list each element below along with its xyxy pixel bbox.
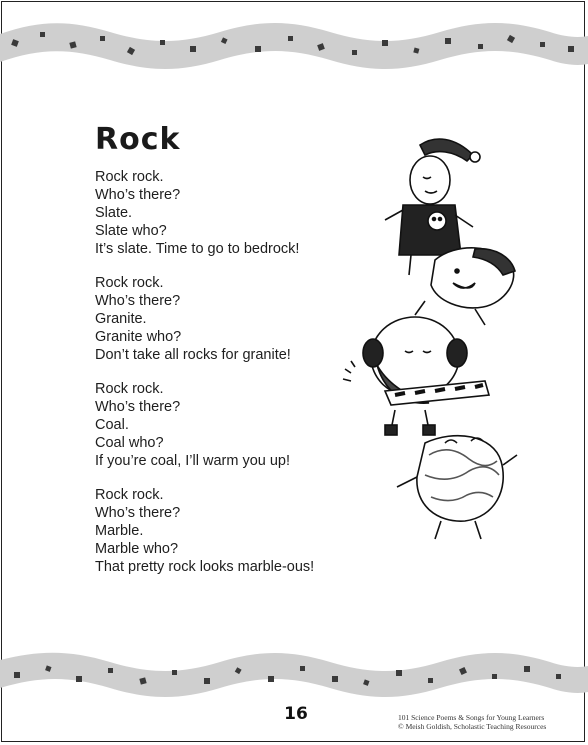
credit-line-2: © Meish Goldish, Scholastic Teaching Resources xyxy=(398,722,547,731)
credit-line-1: 101 Science Poems & Songs for Young Learners xyxy=(398,713,545,722)
poem-line: Slate. xyxy=(95,205,133,221)
poem-line: That pretty rock looks marble-ous! xyxy=(95,559,315,575)
poem-line: Who’s there? xyxy=(95,399,181,415)
top-wave-border xyxy=(0,12,588,72)
poem-line: Marble. xyxy=(95,523,144,539)
coal-rock-character xyxy=(343,317,489,435)
poem-line: Granite who? xyxy=(95,329,182,345)
poem-line: Rock rock. xyxy=(95,381,164,397)
poem-line: Granite. xyxy=(95,311,147,327)
bottom-wave-border xyxy=(0,648,588,708)
poem-line: Coal. xyxy=(95,417,129,433)
poem-line: Rock rock. xyxy=(95,275,164,291)
poem-line: Rock rock. xyxy=(95,169,164,185)
poem-line: Who’s there? xyxy=(95,187,181,203)
poem-line: Who’s there? xyxy=(95,505,181,521)
marble-rock-character xyxy=(397,436,517,539)
poem-line: Slate who? xyxy=(95,223,167,239)
page-title: Rock xyxy=(95,122,181,157)
poem xyxy=(95,168,355,592)
poem-line: It’s slate. Time to go to bedrock! xyxy=(95,241,300,257)
stanza-4 xyxy=(95,486,355,576)
stanza-3 xyxy=(95,380,355,470)
poem-line: Who’s there? xyxy=(95,293,181,309)
stanza-2 xyxy=(95,274,355,364)
poem-line: Rock rock. xyxy=(95,487,164,503)
credit-text xyxy=(398,713,583,731)
poem-line: Don’t take all rocks for granite! xyxy=(95,347,291,363)
page-number: 16 xyxy=(284,704,308,724)
rock-characters-illustration xyxy=(325,125,525,545)
stanza-1 xyxy=(95,168,355,258)
granite-rock-character xyxy=(415,248,515,325)
poem-line: Marble who? xyxy=(95,541,179,557)
poem-line: Coal who? xyxy=(95,435,164,451)
poem-line: If you’re coal, I’ll warm you up! xyxy=(95,453,291,469)
